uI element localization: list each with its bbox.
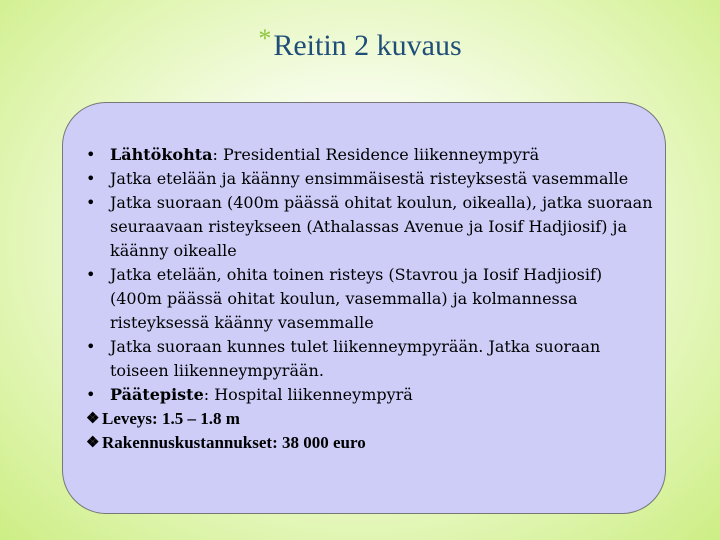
bullet-dot-icon: • — [86, 145, 96, 164]
bullet-dot-icon: • — [86, 337, 96, 356]
bullet-dot-icon: • — [86, 193, 96, 212]
bullet-item — [84, 335, 654, 383]
spec-width — [84, 407, 654, 431]
bullet-item — [84, 167, 654, 191]
bullet-item — [84, 263, 654, 335]
slide-title: Reitin 2 kuvaus — [273, 29, 462, 62]
spec-label: Leveys — [102, 409, 153, 428]
route-description — [84, 143, 654, 455]
bullet-text: Jatka etelään ja käänny ensimmäisestä risteyksestä vasemmalle — [110, 169, 629, 188]
asterisk-icon: * — [258, 24, 272, 53]
bullet-text: Jatka suoraan (400m päässä ohitat koulun, oikealla), jatka suoraan seuraavaan risteykseen (Athalassas Avenue ja Iosif Hadjiosif) ja käänny oikealle — [110, 193, 653, 260]
bullet-dot-icon: • — [86, 169, 96, 188]
spec-label: Rakennuskustannukset — [102, 433, 273, 452]
spec-separator: : — [152, 409, 162, 428]
spec-separator: : — [272, 433, 283, 452]
slide-title-container — [0, 24, 720, 63]
bullet-text: Jatka suoraan kunnes tulet liikenneympyrään. Jatka suoraan toiseen liikenneympyrään. — [110, 337, 601, 380]
bullet-label: Lähtökohta — [110, 145, 213, 164]
spec-value: 1.5 – 1.8 m — [161, 409, 240, 428]
bullet-text: : Presidential Residence liikenneympyrä — [212, 145, 540, 164]
spec-cost — [84, 431, 654, 455]
spec-value: 38 000 euro — [282, 433, 366, 452]
bullet-item — [84, 143, 654, 167]
bullet-item — [84, 191, 654, 263]
bullet-text: : Hospital liikenneympyrä — [203, 385, 413, 404]
diamond-bullet-icon: ❖ — [86, 435, 100, 451]
diamond-bullet-icon: ❖ — [86, 411, 100, 427]
bullet-text: Jatka etelään, ohita toinen risteys (Stavrou ja Iosif Hadjiosif) (400m päässä ohitat koulun, vasemmalla) ja kolmannessa risteyksessä käänny vasemmalle — [110, 265, 603, 332]
bullet-dot-icon: • — [86, 265, 96, 284]
bullet-dot-icon: • — [86, 385, 96, 404]
bullet-item — [84, 383, 654, 407]
bullet-label: Päätepiste — [110, 385, 204, 404]
